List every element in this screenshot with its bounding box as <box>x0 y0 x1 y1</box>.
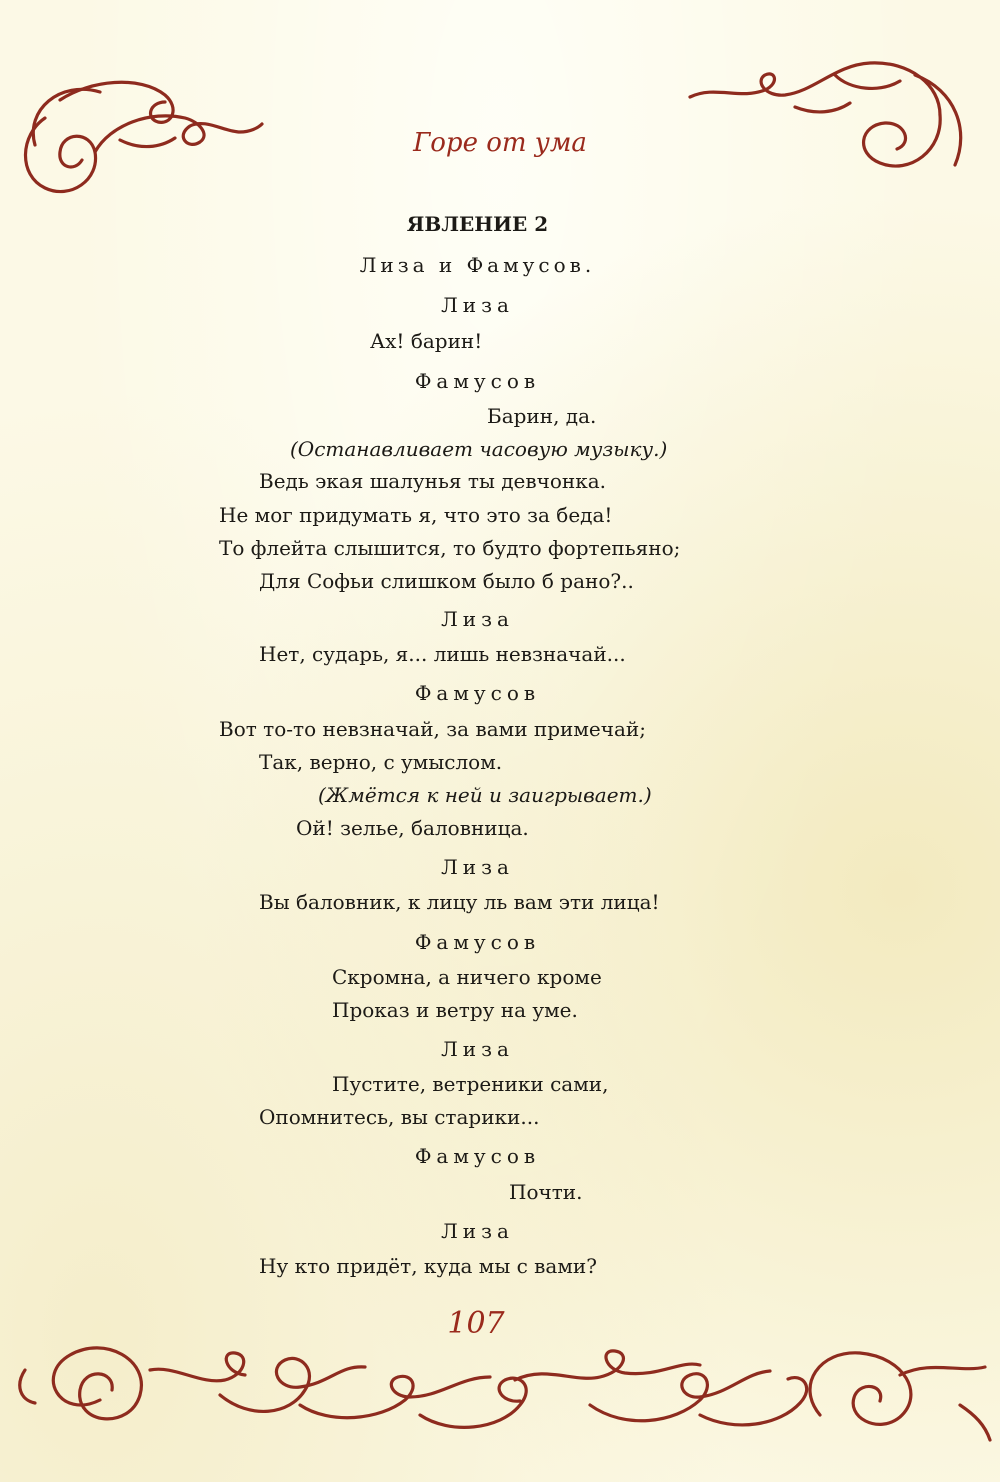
verse-line: Для Софьи слишком было б рано?.. <box>259 569 634 593</box>
speaker-line: Фамусов <box>414 681 541 705</box>
verse-line: Барин, да. <box>487 404 597 428</box>
verse-line: Пустите, ветреники сами, <box>332 1072 609 1096</box>
scene-characters: Лиза и Фамусов. <box>359 253 596 277</box>
verse-line: Почти. <box>509 1180 583 1204</box>
top-right-flourish <box>685 45 985 195</box>
verse-line: Вот то-то невзначай, за вами примечай; <box>219 717 646 741</box>
verse-line: Нет, сударь, я... лишь невзначай... <box>259 642 626 666</box>
speaker-line: Лиза <box>441 607 514 631</box>
speaker-line: Лиза <box>441 293 514 317</box>
verse-line: Ну кто придёт, куда мы с вами? <box>259 1254 597 1278</box>
speaker-line: Фамусов <box>414 369 541 393</box>
verse-line: Ах! барин! <box>370 329 483 353</box>
verse-line: Вы баловник, к лицу ль вам эти лица! <box>259 890 660 914</box>
verse-line: Опомнитесь, вы старики... <box>259 1105 540 1129</box>
running-title: Горе от ума <box>413 128 587 158</box>
stage-direction: (Останавливает часовую музыку.) <box>290 437 668 461</box>
verse-line: Так, верно, с умыслом. <box>259 750 503 774</box>
verse-line: Скромна, а ничего кроме <box>332 965 602 989</box>
speaker-line: Фамусов <box>414 1144 541 1168</box>
speaker-line: Лиза <box>441 1037 514 1061</box>
verse-line: То флейта слышится, то будто фортепьяно; <box>219 536 681 560</box>
verse-line: Проказ и ветру на уме. <box>332 998 578 1022</box>
speaker-line: Лиза <box>441 1219 514 1243</box>
verse-line: Ведь экая шалунья ты девчонка. <box>259 469 607 493</box>
scene-title: ЯВЛЕНИЕ 2 <box>406 212 549 236</box>
verse-line: Ой! зелье, баловница. <box>296 816 529 840</box>
stage-direction: (Жмётся к ней и заигрывает.) <box>318 783 652 807</box>
speaker-line: Фамусов <box>414 930 541 954</box>
page-number: 107 <box>447 1306 505 1341</box>
speaker-line: Лиза <box>441 855 514 879</box>
verse-line: Не мог придумать я, что это за беда! <box>219 503 613 527</box>
